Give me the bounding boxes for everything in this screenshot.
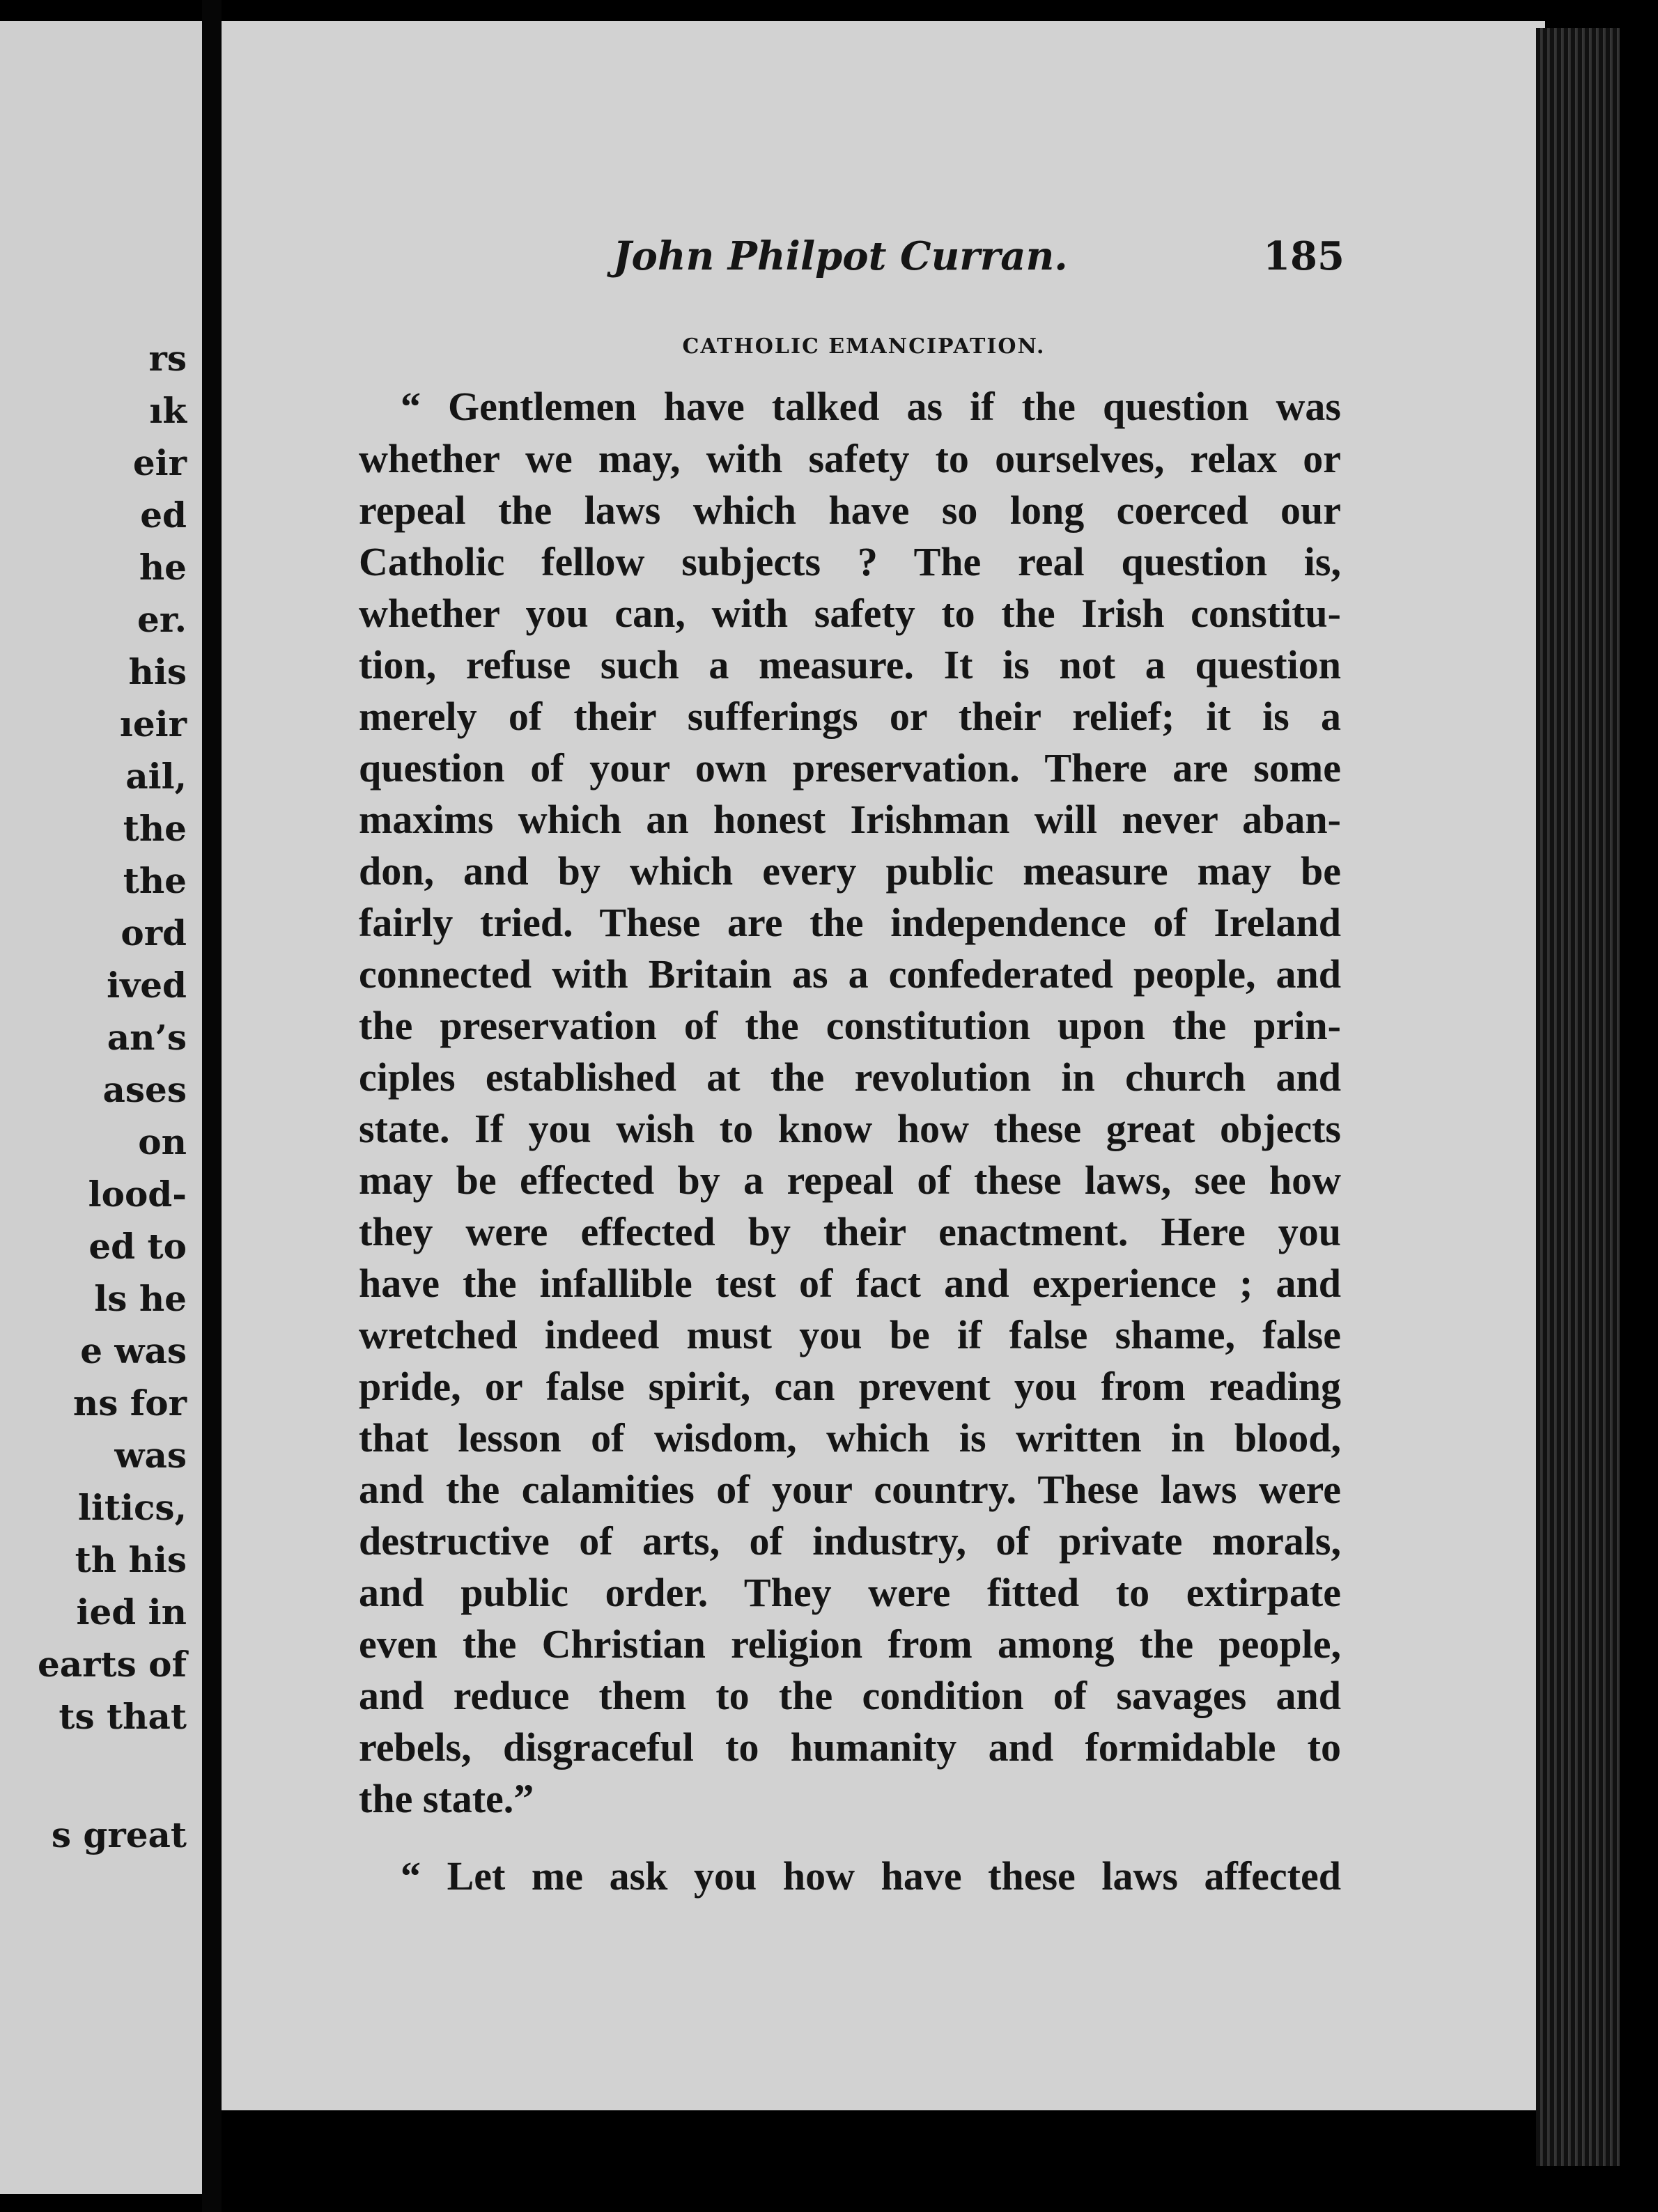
text-line: “ Let me ask you how have these laws affected — [401, 1856, 1341, 1899]
left-page-fragment: eir — [132, 442, 187, 483]
page-edges — [1536, 28, 1620, 2166]
left-page-fragment: ed — [140, 494, 187, 536]
left-page-fragment: ns for — [72, 1382, 187, 1424]
left-page-fragment: ord — [121, 912, 187, 953]
running-head — [390, 233, 1345, 289]
text-line: tion, refuse such a measure. It is not a question — [359, 645, 1341, 687]
left-page-fragment: ls he — [94, 1278, 187, 1319]
text-line: repeal the laws which have so long coerced our — [359, 490, 1341, 533]
left-page-fragment: the — [123, 808, 187, 849]
text-line: and reduce them to the condition of savages and — [359, 1676, 1341, 1718]
left-page-fragment: ail, — [125, 756, 187, 797]
text-line: may be effected by a repeal of these laws, see how — [359, 1160, 1341, 1203]
text-line: the preservation of the constitution upon the prin- — [359, 1006, 1341, 1048]
left-page-fragment: litics, — [77, 1487, 187, 1528]
text-line: whether we may, with safety to ourselves, relax or — [359, 439, 1341, 481]
book-gutter — [202, 0, 222, 2212]
left-page-fragment: earts of — [37, 1644, 187, 1685]
left-page-fragment: ts that — [59, 1696, 187, 1737]
left-page-fragment: ed to — [88, 1226, 187, 1267]
text-line: “ Gentlemen have talked as if the question was — [401, 387, 1341, 429]
left-page-fragment: was — [114, 1435, 187, 1476]
page-number: 185 — [1263, 233, 1345, 279]
left-page-fragment: ases — [102, 1069, 187, 1110]
text-line: Catholic fellow subjects ? The real question is, — [359, 542, 1341, 584]
left-page-fragment: s great — [51, 1814, 187, 1855]
left-page-fragment: on — [138, 1121, 187, 1162]
running-title: John Philpot Curran. — [613, 233, 1068, 279]
text-line: maxims which an honest Irishman will never aban- — [359, 800, 1341, 842]
left-page-fragment: ık — [149, 390, 187, 431]
left-page-fragment: his — [128, 651, 187, 692]
text-line: don, and by which every public measure may be — [359, 851, 1341, 894]
text-line: question of your own preservation. There are some — [359, 748, 1341, 790]
left-page-fragment: ied in — [76, 1591, 187, 1633]
left-page-fragment: the — [123, 860, 187, 901]
left-page-fragment: er. — [137, 599, 187, 640]
left-page-fragment: an’s — [107, 1017, 187, 1058]
text-line: even the Christian religion from among the people, — [359, 1624, 1341, 1667]
text-line: the state.” — [359, 1776, 534, 1821]
left-page-fragment: th his — [75, 1539, 187, 1580]
text-line: they were effected by their enactment. Here you — [359, 1212, 1341, 1254]
text-line: merely of their sufferings or their relief; it is a — [359, 696, 1341, 739]
left-page-fragment: rs — [148, 338, 187, 379]
text-line: and public order. They were fitted to extirpate — [359, 1573, 1341, 1615]
text-line: and the calamities of your country. These laws were — [359, 1470, 1341, 1512]
text-line: pride, or false spirit, can prevent you from reading — [359, 1366, 1341, 1409]
left-page-fragment: ived — [107, 965, 187, 1006]
left-page-fragment: ıeir — [119, 703, 187, 745]
text-line: destructive of arts, of industry, of private morals, — [359, 1521, 1341, 1564]
left-page — [0, 21, 202, 2194]
text-line: whether you can, with safety to the Irish constitu- — [359, 593, 1341, 636]
section-heading: CATHOLIC EMANCIPATION. — [682, 334, 1046, 359]
text-line: connected with Britain as a confederated people, and — [359, 954, 1341, 997]
text-line: rebels, disgraceful to humanity and formidable to — [359, 1727, 1341, 1770]
left-page-fragment: he — [139, 547, 187, 588]
text-line: state. If you wish to know how these great objects — [359, 1109, 1341, 1151]
left-page-fragment: e was — [80, 1330, 187, 1371]
text-line: that lesson of wisdom, which is written in blood, — [359, 1418, 1341, 1461]
text-line: fairly tried. These are the independence of Ireland — [359, 903, 1341, 945]
text-line: have the infallible test of fact and experience ; and — [359, 1263, 1341, 1306]
text-line: wretched indeed must you be if false shame, false — [359, 1315, 1341, 1357]
text-line: ciples established at the revolution in church and — [359, 1057, 1341, 1100]
left-page-fragment: lood- — [88, 1174, 187, 1215]
